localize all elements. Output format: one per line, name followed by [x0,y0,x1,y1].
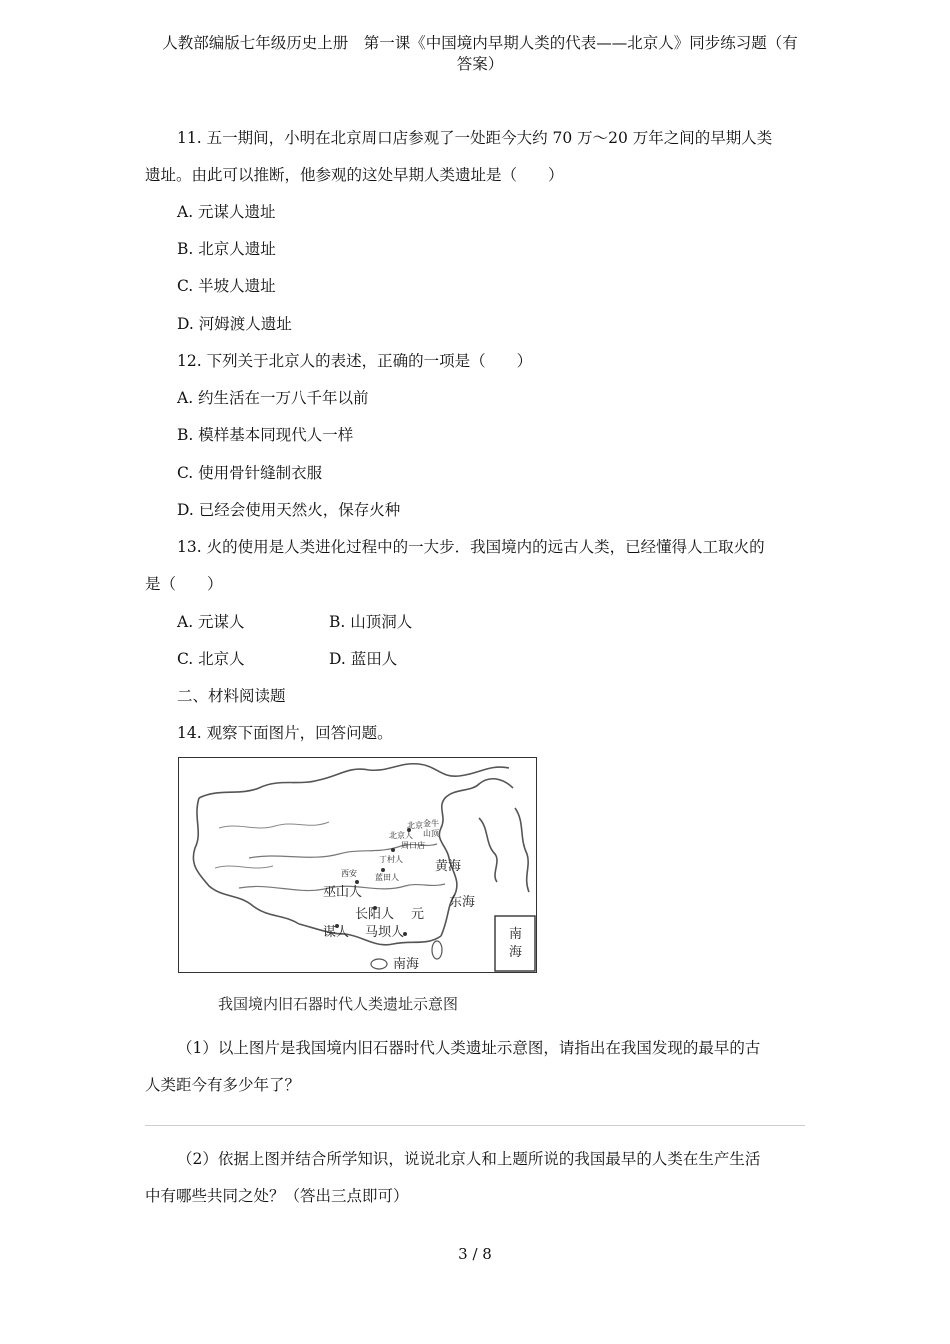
map-caption: 我国境内旧石器时代人类遗址示意图 [218,995,459,1013]
map-drawing [179,758,537,973]
q11-option-b: B. 北京人遗址 [177,240,276,258]
map-label-changyang: 长阳人 [355,907,395,922]
map-border-north [199,764,509,798]
q13-option-a: A. 元谋人 [177,613,245,631]
q14-sub1-line2: 人类距今有多少年了？ [145,1076,301,1094]
document-header [150,33,810,75]
map-label-huanghai: 黄海 [435,859,462,874]
header-line-1: 人教部编版七年级历史上册 第一课《中国境内早期人类的代表——北京人》同步练习题（有 [162,34,798,52]
site-dot-wushan [355,880,359,884]
q13-stem-line1: 13. 火的使用是人类进化过程中的一大步．我国境内的远古人类，已经懂得人工取火的 [177,538,765,556]
q13-stem-line2: 是（ ） [145,575,223,593]
map-taiwan [432,941,442,959]
site-dot-lantian [381,868,385,872]
paleolithic-sites-map [178,757,537,973]
map-peninsula [479,818,497,882]
q14-sub2-line2: 中有哪些共同之处？（答出三点即可） [145,1187,409,1205]
map-label-lantian: 蓝田人 [375,873,399,882]
q12-stem: 12. 下列关于北京人的表述，正确的一项是（ ） [177,352,533,370]
section-heading: 二、材料阅读题 [177,687,286,705]
inset-label-hai: 海 [509,945,523,960]
q11-option-d: D. 河姆渡人遗址 [177,315,292,333]
map-label-yuan: 元 [411,907,425,922]
q13-option-b: B. 山顶洞人 [329,613,413,631]
map-label-yuanmou: 谋人 [323,925,350,940]
header-line-2: 答案） [456,55,504,73]
inset-label-nan: 南 [509,927,523,942]
q12-option-c: C. 使用骨针缝制衣服 [177,464,323,482]
page-number: 3 / 8 [458,1245,492,1263]
map-label-beijingren: 北京人 [389,831,413,840]
map-coastline [439,779,513,936]
q12-option-b: B. 模样基本同现代人一样 [177,426,354,444]
q13-option-d: D. 蓝田人 [329,650,398,668]
q14-sub2-line1: （2）依据上图并结合所学知识，说说北京人和上题所说的我国最早的人类在生产生活 [177,1150,761,1168]
q11-stem-line1: 11. 五一期间，小明在北京周口店参观了一处距今大约 70 万～20 万年之间的早期人类 [177,129,773,147]
q12-option-d: D. 已经会使用天然火，保存火种 [177,501,401,519]
map-internal-line-2 [215,866,273,868]
map-label-xian: 西安 [341,869,357,878]
answer-line [145,1125,805,1126]
map-label-donghai: 东海 [449,895,476,910]
map-label-maba: 马坝人 [365,925,405,940]
q13-option-c: C. 北京人 [177,650,245,668]
map-label-nanhai: 南海 [393,957,420,972]
map-label-wushan: 巫山人 [323,885,363,900]
map-border-west [193,798,299,924]
q11-stem-line2: 遗址。由此可以推断，他参观的这处早期人类遗址是（ ） [145,166,564,184]
q14-stem: 14. 观察下面图片，回答问题。 [177,724,393,742]
map-internal-line-1 [219,822,329,828]
map-label-shanding: 山顶 [423,829,439,838]
q12-option-a: A. 约生活在一万八千年以前 [177,389,369,407]
q11-option-c: C. 半坡人遗址 [177,277,276,295]
map-islands [515,808,529,892]
q14-sub1-line1: （1）以上图片是我国境内旧石器时代人类遗址示意图，请指出在我国发现的最早的古 [177,1039,761,1057]
map-hainan [371,959,387,969]
map-label-jinniu: 金牛 [423,819,439,828]
map-label-beijing: 北京 [407,821,423,830]
map-label-dingcun: 丁村人 [379,855,403,864]
map-label-zhoukoudian: 周口店 [401,841,425,850]
q11-option-a: A. 元谋人遗址 [177,203,276,221]
site-dot-dingcun [391,848,395,852]
south-sea-inset [495,916,535,971]
